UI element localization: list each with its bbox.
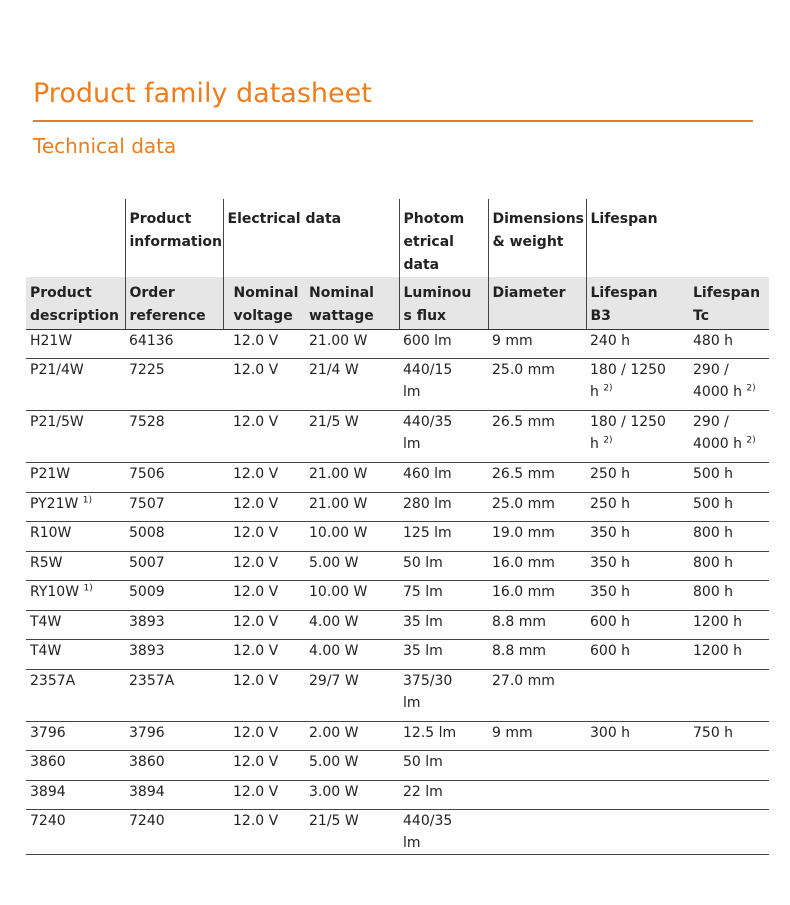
cell-text: 12.0 V [233, 554, 279, 571]
table-cell-diameter [488, 810, 586, 855]
cell-text: 10.00 W [309, 584, 368, 600]
table-cell-flux [399, 411, 488, 463]
table-cell-desc [26, 492, 125, 522]
cell-text: 440/35 lm [403, 813, 453, 851]
table-cell-flux [399, 610, 488, 640]
cell-text: 8.8 mm [492, 643, 546, 659]
column-header: Diameter [488, 277, 586, 329]
table-row [26, 780, 769, 810]
table-body [26, 329, 769, 855]
cell-text: 440/35 lm [403, 414, 453, 452]
cell-text: R5W [30, 554, 63, 571]
footnote-marker: 1) [82, 494, 93, 505]
cell-text: 500 h [693, 495, 734, 512]
table-cell-wattage [305, 329, 399, 359]
cell-text: 350 h [590, 525, 631, 541]
cell-text: 50 lm [403, 754, 443, 770]
cell-text: 280 lm [403, 495, 452, 512]
cell-text: 19.0 mm [492, 525, 555, 541]
footnote-marker: 2) [603, 435, 613, 446]
cell-text: 7528 [129, 414, 165, 430]
column-header: Product description [26, 277, 125, 329]
table-cell-b3 [586, 551, 689, 581]
table-cell-desc [26, 721, 125, 751]
table-row [26, 610, 769, 640]
table-cell-tc [689, 551, 769, 581]
table-cell-tc [689, 411, 769, 463]
table-cell-order [125, 492, 223, 522]
cell-text: 7225 [129, 362, 165, 378]
table-cell-diameter [488, 329, 586, 359]
group-header-photometrical-data: Photom etrical data [399, 199, 488, 277]
table-cell-wattage [305, 463, 399, 493]
group-header-dimensions-weight: Dimensions & weight [488, 199, 586, 277]
cell-text: 7506 [129, 466, 165, 482]
table-row [26, 810, 769, 855]
cell-text: 350 h [590, 584, 631, 600]
table-cell-wattage [305, 551, 399, 581]
cell-text: 7240 [129, 813, 165, 829]
table-cell-diameter [488, 463, 586, 493]
cell-text: 290 / 4000 h [693, 414, 742, 452]
table-cell-diameter [488, 669, 586, 721]
table-cell-voltage [223, 329, 305, 359]
title-divider [33, 120, 753, 122]
table-row [26, 581, 769, 611]
cell-text: 3860 [129, 754, 165, 770]
table-cell-flux [399, 721, 488, 751]
table-cell-wattage [305, 780, 399, 810]
table-cell-order [125, 411, 223, 463]
cell-text: 3894 [30, 783, 66, 800]
cell-text: P21/4W [30, 362, 84, 378]
cell-text: 1200 h [693, 613, 742, 630]
cell-text: 8.8 mm [492, 613, 546, 630]
table-cell-flux [399, 329, 488, 359]
table-row [26, 721, 769, 751]
cell-text: 64136 [129, 332, 174, 349]
table-cell-b3 [586, 780, 689, 810]
cell-text: 10.00 W [309, 525, 368, 541]
table-cell-b3 [586, 492, 689, 522]
group-header-product-information: Product information [125, 199, 223, 277]
table-cell-wattage [305, 522, 399, 552]
table-cell-desc [26, 411, 125, 463]
cell-text: T4W [30, 613, 62, 630]
table-cell-tc [689, 581, 769, 611]
table-cell-voltage [223, 810, 305, 855]
cell-text: 12.0 V [233, 466, 279, 482]
table-cell-voltage [223, 751, 305, 781]
cell-text: 500 h [693, 466, 734, 482]
cell-text: 25.0 mm [492, 495, 555, 512]
cell-text: H21W [30, 332, 73, 349]
table-cell-flux [399, 751, 488, 781]
table-cell-desc [26, 751, 125, 781]
table-cell-wattage [305, 640, 399, 670]
cell-text: 35 lm [403, 613, 443, 630]
table-cell-tc [689, 721, 769, 751]
table-row [26, 640, 769, 670]
table-cell-wattage [305, 581, 399, 611]
table-cell-voltage [223, 551, 305, 581]
table-cell-wattage [305, 721, 399, 751]
cell-text: 3796 [30, 724, 66, 741]
table-cell-flux [399, 640, 488, 670]
cell-text: 29/7 W [309, 672, 359, 689]
table-cell-wattage [305, 492, 399, 522]
cell-text: 3893 [129, 643, 165, 659]
column-header: Order reference [125, 277, 223, 329]
table-cell-voltage [223, 721, 305, 751]
cell-text: 22 lm [403, 783, 443, 800]
cell-text: 12.0 V [233, 525, 279, 541]
cell-text: 12.0 V [233, 414, 279, 430]
table-row [26, 751, 769, 781]
table-cell-flux [399, 463, 488, 493]
cell-text: 180 / 1250 h [590, 362, 666, 400]
table-cell-b3 [586, 359, 689, 411]
cell-text: 12.0 V [233, 495, 279, 512]
cell-text: P21W [30, 466, 71, 482]
table-cell-voltage [223, 463, 305, 493]
table-row [26, 359, 769, 411]
cell-text: 12.0 V [233, 332, 279, 349]
table-cell-voltage [223, 522, 305, 552]
table-cell-voltage [223, 411, 305, 463]
table-cell-wattage [305, 669, 399, 721]
table-cell-order [125, 669, 223, 721]
cell-text: 3893 [129, 613, 165, 630]
table-cell-voltage [223, 492, 305, 522]
table-cell-desc [26, 780, 125, 810]
cell-text: 800 h [693, 525, 734, 541]
table-cell-order [125, 329, 223, 359]
cell-text: P21/5W [30, 414, 84, 430]
column-header: Lifespan Tc [689, 277, 769, 329]
cell-text: 125 lm [403, 525, 452, 541]
group-header-empty [26, 199, 125, 277]
table-cell-flux [399, 359, 488, 411]
cell-text: 290 / 4000 h [693, 362, 742, 400]
cell-text: 12.0 V [233, 813, 279, 829]
group-header-lifespan: Lifespan [586, 199, 769, 277]
column-header: Nominal voltage [223, 277, 305, 329]
cell-text: 250 h [590, 495, 631, 512]
table-cell-diameter [488, 610, 586, 640]
table-cell-desc [26, 669, 125, 721]
cell-text: 480 h [693, 332, 734, 349]
cell-text: 5.00 W [309, 754, 359, 770]
table-cell-flux [399, 810, 488, 855]
cell-text: 600 h [590, 613, 631, 630]
table-cell-desc [26, 640, 125, 670]
table-cell-tc [689, 492, 769, 522]
cell-text: 16.0 mm [492, 584, 555, 600]
table-cell-order [125, 359, 223, 411]
group-header-row [26, 199, 769, 277]
cell-text: 3.00 W [309, 783, 359, 800]
table-cell-diameter [488, 522, 586, 552]
table-cell-order [125, 810, 223, 855]
table-cell-tc [689, 463, 769, 493]
table-row [26, 463, 769, 493]
table-row [26, 522, 769, 552]
cell-text: 12.0 V [233, 724, 279, 741]
cell-text: 600 lm [403, 332, 452, 349]
cell-text: 7507 [129, 495, 165, 512]
table-cell-flux [399, 669, 488, 721]
cell-text: 12.5 lm [403, 724, 457, 741]
table-cell-order [125, 751, 223, 781]
cell-text: 600 h [590, 643, 631, 659]
table-cell-order [125, 721, 223, 751]
table-cell-tc [689, 329, 769, 359]
table-cell-desc [26, 522, 125, 552]
cell-text: 4.00 W [309, 643, 359, 659]
table-cell-desc [26, 610, 125, 640]
table-cell-b3 [586, 581, 689, 611]
cell-text: 3894 [129, 783, 165, 800]
table-cell-b3 [586, 463, 689, 493]
cell-text: 440/15 lm [403, 362, 453, 400]
table-cell-order [125, 610, 223, 640]
cell-text: 5009 [129, 584, 165, 600]
cell-text: 4.00 W [309, 613, 359, 630]
table-cell-diameter [488, 551, 586, 581]
table-cell-tc [689, 640, 769, 670]
table-cell-tc [689, 610, 769, 640]
table-cell-voltage [223, 640, 305, 670]
cell-text: 375/30 lm [403, 672, 453, 711]
group-header-electrical-data: Electrical data [223, 199, 399, 277]
table-cell-b3 [586, 329, 689, 359]
table-cell-desc [26, 551, 125, 581]
cell-text: 12.0 V [233, 783, 279, 800]
table-row [26, 551, 769, 581]
table-cell-b3 [586, 610, 689, 640]
table-cell-flux [399, 581, 488, 611]
cell-text: 26.5 mm [492, 466, 555, 482]
cell-text: 9 mm [492, 724, 533, 741]
column-header-row [26, 277, 769, 329]
table-cell-voltage [223, 359, 305, 411]
table-cell-diameter [488, 721, 586, 751]
cell-text: 12.0 V [233, 584, 279, 600]
cell-text: 800 h [693, 554, 734, 571]
table-row [26, 329, 769, 359]
cell-text: 7240 [30, 813, 66, 829]
table-cell-order [125, 522, 223, 552]
cell-text: 800 h [693, 584, 734, 600]
cell-text: 2357A [30, 672, 76, 689]
table-row [26, 411, 769, 463]
table-cell-b3 [586, 522, 689, 552]
cell-text: 9 mm [492, 332, 533, 349]
cell-text: 180 / 1250 h [590, 414, 666, 452]
table-cell-desc [26, 810, 125, 855]
cell-text: PY21W [30, 495, 79, 512]
table-cell-diameter [488, 359, 586, 411]
table-cell-desc [26, 463, 125, 493]
cell-text: 750 h [693, 724, 734, 741]
cell-text: 35 lm [403, 643, 443, 659]
cell-text: 21.00 W [309, 495, 368, 512]
cell-text: 16.0 mm [492, 554, 555, 571]
table-cell-voltage [223, 780, 305, 810]
table-cell-flux [399, 492, 488, 522]
table-cell-wattage [305, 810, 399, 855]
table-cell-desc [26, 359, 125, 411]
table-cell-tc [689, 359, 769, 411]
table-cell-wattage [305, 411, 399, 463]
footnote-marker: 2) [603, 383, 613, 394]
cell-text: 460 lm [403, 466, 452, 482]
footnote-marker: 1) [83, 583, 93, 594]
table-cell-voltage [223, 610, 305, 640]
table-cell-diameter [488, 780, 586, 810]
cell-text: 21/4 W [309, 362, 359, 378]
column-header: Lifespan B3 [586, 277, 689, 329]
table-cell-order [125, 780, 223, 810]
table-cell-tc [689, 669, 769, 721]
cell-text: 5007 [129, 554, 165, 571]
table-cell-tc [689, 522, 769, 552]
table-cell-flux [399, 780, 488, 810]
table-cell-voltage [223, 581, 305, 611]
table-row [26, 492, 769, 522]
table-cell-order [125, 551, 223, 581]
table-cell-flux [399, 551, 488, 581]
cell-text: 12.0 V [233, 672, 279, 689]
cell-text: 2357A [129, 672, 175, 689]
table-cell-diameter [488, 492, 586, 522]
table-cell-wattage [305, 359, 399, 411]
cell-text: 12.0 V [233, 643, 279, 659]
cell-text: 50 lm [403, 554, 443, 571]
table-cell-tc [689, 810, 769, 855]
cell-text: 3796 [129, 724, 165, 741]
cell-text: RY10W [30, 584, 80, 600]
table-cell-desc [26, 329, 125, 359]
cell-text: T4W [30, 643, 62, 659]
cell-text: 21/5 W [309, 414, 359, 430]
table-cell-b3 [586, 640, 689, 670]
cell-text: 12.0 V [233, 754, 279, 770]
cell-text: 240 h [590, 332, 631, 349]
cell-text: 3860 [30, 754, 66, 770]
table-cell-diameter [488, 751, 586, 781]
column-header: Luminou s flux [399, 277, 488, 329]
table-cell-desc [26, 581, 125, 611]
column-header: Nominal wattage [305, 277, 399, 329]
table-cell-tc [689, 780, 769, 810]
cell-text: 300 h [590, 724, 631, 741]
table-cell-diameter [488, 581, 586, 611]
cell-text: 26.5 mm [492, 414, 555, 430]
table-cell-diameter [488, 640, 586, 670]
table-cell-voltage [223, 669, 305, 721]
table-cell-order [125, 463, 223, 493]
cell-text: 12.0 V [233, 362, 279, 378]
table-cell-b3 [586, 669, 689, 721]
technical-data-table [26, 199, 769, 855]
table-cell-wattage [305, 610, 399, 640]
cell-text: 25.0 mm [492, 362, 555, 378]
cell-text: 1200 h [693, 643, 742, 659]
cell-text: 21.00 W [309, 332, 368, 349]
section-subtitle: Technical data [33, 134, 177, 158]
table-row [26, 669, 769, 721]
table-cell-b3 [586, 751, 689, 781]
cell-text: 75 lm [403, 584, 443, 600]
table-cell-tc [689, 751, 769, 781]
cell-text: 350 h [590, 554, 631, 571]
cell-text: R10W [30, 525, 72, 541]
cell-text: 27.0 mm [492, 672, 555, 689]
table-cell-wattage [305, 751, 399, 781]
table-cell-b3 [586, 411, 689, 463]
table-cell-order [125, 640, 223, 670]
cell-text: 2.00 W [309, 724, 359, 741]
table-cell-b3 [586, 721, 689, 751]
cell-text: 250 h [590, 466, 631, 482]
footnote-marker: 2) [746, 435, 756, 446]
table-cell-diameter [488, 411, 586, 463]
page-title: Product family datasheet [33, 78, 372, 109]
cell-text: 5008 [129, 525, 165, 541]
cell-text: 12.0 V [233, 613, 279, 630]
cell-text: 21.00 W [309, 466, 368, 482]
cell-text: 21/5 W [309, 813, 359, 829]
table-cell-b3 [586, 810, 689, 855]
cell-text: 5.00 W [309, 554, 359, 571]
footnote-marker: 2) [746, 383, 756, 394]
table-cell-order [125, 581, 223, 611]
table-cell-flux [399, 522, 488, 552]
